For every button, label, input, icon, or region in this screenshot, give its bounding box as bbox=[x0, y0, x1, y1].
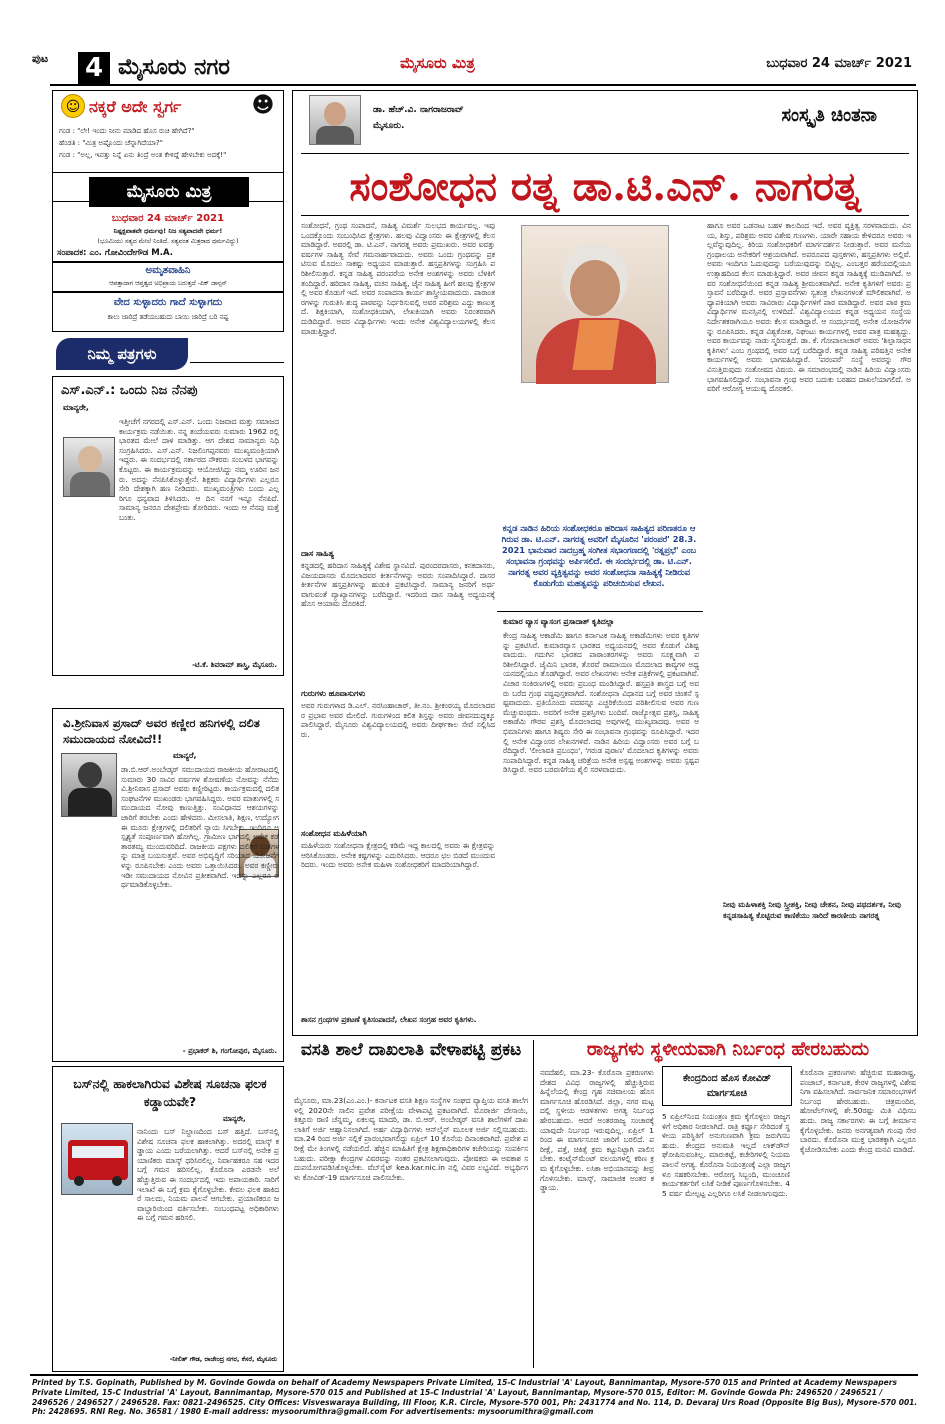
section-title: ಮೈಸೂರು ನಗರ bbox=[118, 54, 230, 80]
covid-guideline-box bbox=[662, 1066, 792, 1106]
feature-headline: ಸಂಶೋಧನ ರತ್ನ ಡಾ.ಟಿ.ಎನ್. ನಾಗರತ್ನ bbox=[349, 163, 861, 210]
letter-card bbox=[52, 376, 284, 676]
letter-title: ವಿ.ಶ್ರೀನಿವಾಸ ಪ್ರಸಾದ್ ಅವರ ಕಣ್ಣೀರ ಹನಿಗಳಲ್ಲಿ ದಲಿತ ಸಮುದಾಯದ ನೋವಿದೆ!! bbox=[63, 716, 260, 746]
article-column: ಕನ್ನಡದಲ್ಲಿ ಹರಿದಾಸ ಸಾಹಿತ್ಯಕ್ಕೆ ವಿಶೇಷ ಸ್ಥಾನವಿದೆ. ಪುರಂದರದಾಸರು, ಕನಕದಾಸರು, ವಿಜಯದಾಸರು ಮೊದಲಾದವರ ಕೀರ್ತನೆಗಳನ್ನು ಅವರು ಸಂಪಾದಿಸಿದ್ದಾರೆ. ದಾಸರ ಕೀರ್ತನೆಗಳ ಹಸ್ತಪ್ರತಿಗಳನ್ನು ಹುಡುಕಿ ಪ್ರಕಟಿಸಿದ್ದಾರೆ. ಸಾಮಾನ್ಯ ಜನರಿಗೆ ಅರ್ಥವಾಗುವಂತೆ ವ್ಯಾಖ್ಯಾನಗಳನ್ನು ಬರೆದಿದ್ದಾರೆ. ಇದರಿಂದ ದಾಸ ಸಾಹಿತ್ಯ ಅಧ್ಯಯನಕ್ಕೆ ಹೊಸ ಆಯಾಮ ದೊರಕಿದೆ. bbox=[301, 561, 495, 609]
covid-body: ನವದೆಹಲಿ, ಮಾ.23- ಕೊರೊನಾ ಪ್ರಕರಣಗಳು ದೇಶದ ವಿವಿಧ ರಾಜ್ಯಗಳಲ್ಲಿ ಹೆಚ್ಚುತ್ತಿರುವ ಹಿನ್ನೆಲೆಯಲ್ಲಿ ಕೇಂದ್ರ ಗೃಹ ಸಚಿವಾಲಯ ಹೊಸ ಮಾರ್ಗಸೂಚಿ ಹೊರಡಿಸಿದೆ. ಜಿಲ್ಲಾ, ನಗರ ಮಟ್ಟದಲ್ಲಿ ಸ್ಥಳೀಯ ಆಡಳಿತಗಳು ಅಗತ್ಯ ನಿರ್ಬಂಧ ಹೇರಬಹುದು. ಆದರೆ ಅಂತರರಾಜ್ಯ ಸಂಚಾರಕ್ಕೆ ಯಾವುದೇ ನಿರ್ಬಂಧ ಇರುವುದಿಲ್ಲ. ಏಪ್ರಿಲ್ 1 ರಿಂದ ಈ ಮಾರ್ಗಸೂಚಿ ಜಾರಿಗೆ ಬರಲಿದೆ. ಪರೀಕ್ಷೆ, ಪತ್ತೆ, ಚಿಕಿತ್ಸೆ ಕ್ರಮ ಕಟ್ಟುನಿಟ್ಟಾಗಿ ಪಾಲಿಸಬೇಕು. ಕಂಟೈನ್‌ಮೆಂಟ್ ವಲಯಗಳಲ್ಲಿ ಕಠಿಣ ಕ್ರಮ ಕೈಗೊಳ್ಳಬೇಕು. ಲಸಿಕಾ ಅಭಿಯಾನವನ್ನು ತೀವ್ರಗೊಳಿಸಬೇಕು. ಮಾಸ್ಕ್, ಸಾಮಾಜಿಕ ಅಂತರ ಕಡ್ಡಾಯ. bbox=[540, 1068, 654, 1193]
letter-body: ಇತ್ತೀಚೆಗೆ ನಗರದಲ್ಲಿ ಎಸ್.ಎನ್. ಒಂದು ನಿಜವಾದ ಮತ್ತು ಸಮಾಜದ ಕಾರ್ಯಕ್ರಮ ನಡೆಯಿತು. ನನ್ನ ತಂದೆಯವರು ಸುಮಾರು 1962 ರಲ್ಲಿ ಭಾರತದ ಮೇಲೆ ದಾಳಿ ಮಾಡಿತ್ತು. ಆಗ ದೇಶದ ಸಾಮಾನ್ಯರು ನಿಧಿ ಸಂಗ್ರಹಿಸಿದರು. ಎಸ್.ಎನ್. ನಿಜಲಿಂಗಪ್ಪನವರು ಮುಖ್ಯಮಂತ್ರಿಯಾಗಿ ಇದ್ದರು. ಈ ಸಂದರ್ಭದಲ್ಲಿ ಸರ್ಕಾರದ ನೌಕರರು ಸಂಬಳದ ಭಾಗವನ್ನು ಕೊಟ್ಟರು. ಈ ಕಾರ್ಯಕ್ರಮವನ್ನು ಆಯೋಜಿಸಿದ್ದು ನಮ್ಮ ಊರಿನ ಜನರು. ಅದನ್ನು ನೆನಪಿಸಿಕೊಳ್ಳುತ್ತೇನೆ. ಶಿಕ್ಷಕರು ವಿದ್ಯಾರ್ಥಿಗಳು ಎಲ್ಲರೂ ಸೇರಿ ದೇಶಕ್ಕಾಗಿ ಹಣ ನೀಡಿದರು. ಮುಖ್ಯಮಂತ್ರಿಗಳು ಬಂದು ಎಲ್ಲರಿಗೂ ಧನ್ಯವಾದ ತಿಳಿಸಿದರು. ಆ ದಿನ ನನಗೆ ಇನ್ನೂ ನೆನಪಿದೆ. ಸಾಮಾನ್ಯ ಜನರೂ ದೇಶಪ್ರೇಮ ತೋರಿದರು. ಇಂದು ಆ ನೆನಪು ಮತ್ತೆ ಬಂತು. bbox=[119, 417, 279, 522]
author-name: ಡಾ. ಹೆಚ್.ವಿ. ನಾಗರಾಜರಾವ್ bbox=[373, 105, 464, 115]
subheading: ಕುಮಾರ ವ್ಯಾಸ ವ್ಯಾಸಂಗ ಪ್ರಸಾದಾತ್ ಕೃತಿದಲ್ಲಾ bbox=[503, 617, 615, 626]
caption-rule bbox=[497, 611, 703, 612]
veda-box bbox=[52, 292, 284, 332]
author-place: ಮೈಸೂರು. bbox=[373, 121, 405, 131]
veda-title: ವೇದ ಸುಳ್ಳಾದರು ಗಾದೆ ಸುಳ್ಳಾಗದು bbox=[113, 297, 223, 308]
letter-sign: - ಪ್ರಭಾಕರ್ ಶಿ, ಗಂಗೋಪುರ, ಮೈಸೂರು. bbox=[182, 1047, 277, 1055]
article-column: ಸಂಶೋಧನೆ, ಗ್ರಂಥ ಸಂಪಾದನೆ, ಸಾಹಿತ್ಯ ವಿಮರ್ಶೆ ಸುಲಭದ ಕಾರ್ಯವಲ್ಲ. ಇವು ಒಂದಕ್ಕೊಂದು ಸಂಬಂಧಿಸಿದ ಕ್ಷೇತ್ರಗಳು. ಹಲವು ವಿದ್ವಾಂಸರು ಈ ಕ್ಷೇತ್ರಗಳಲ್ಲಿ ಕೆಲಸ ಮಾಡಿದ್ದಾರೆ. ಅವರಲ್ಲಿ ಡಾ. ಟಿ.ಎನ್. ನಾಗರತ್ನ ಅವರು ಪ್ರಮುಖರು. ಅವರ ಐವತ್ತು ವರ್ಷಗಳ ಸಾಹಿತ್ಯ ಸೇವೆ ಗಮನಾರ್ಹವಾದುದು. ಅವರು ಒಂದು ಗ್ರಂಥವನ್ನು ಪ್ರಕಟಿಸುವ ಮೊದಲು ಸಾಕಷ್ಟು ಅಧ್ಯಯನ ಮಾಡುತ್ತಾರೆ. ಹಸ್ತಪ್ರತಿಗಳನ್ನು ಸಂಗ್ರಹಿಸಿ ಪರಿಶೀಲಿಸುತ್ತಾರೆ. ಕನ್ನಡ ಸಾಹಿತ್ಯ ಪರಂಪರೆಯ ಅನೇಕ ಅಂಶಗಳನ್ನು ಅವರು ಬೆಳಕಿಗೆ ತಂದಿದ್ದಾರೆ. ಹರಿದಾಸ ಸಾಹಿತ್ಯ, ವಚನ ಸಾಹಿತ್ಯ, ಜೈನ ಸಾಹಿತ್ಯ ಹೀಗೆ ಹಲವು ಕ್ಷೇತ್ರಗಳಲ್ಲಿ ಅವರ ಕೊಡುಗೆ ಇದೆ. ಅವರ ಸಂಪಾದನಾ ಕಾರ್ಯ ಶಾಸ್ತ್ರೀಯವಾದುದು. ಪಾಠಾಂತರಗಳನ್ನು ಗುರುತಿಸಿ ಶುದ್ಧ ಪಾಠವನ್ನು ನಿರ್ಧರಿಸುವಲ್ಲಿ ಅವರ ಪರಿಶ್ರಮ ಎದ್ದು ಕಾಣುತ್ತದೆ. ಶಿಕ್ಷಕಿಯಾಗಿ, ಸಂಶೋಧಕಿಯಾಗಿ, ಲೇಖಕಿಯಾಗಿ ಅವರು ನಿರಂತರವಾಗಿ ದುಡಿದಿದ್ದಾರೆ. ಅವರ ವಿದ್ಯಾರ್ಥಿಗಳು ಇಂದು ಅನೇಕ ವಿಶ್ವವಿದ್ಯಾಲಯಗಳಲ್ಲಿ ಕೆಲಸ ಮಾಡುತ್ತಿದ್ದಾರೆ. bbox=[301, 221, 495, 336]
covid-box-title: ಕೇಂದ್ರದಿಂದ ಹೊಸ ಕೋವಿಡ್ ಮಾರ್ಗಸೂಚಿ bbox=[682, 1073, 772, 1099]
portrait-photo bbox=[63, 437, 115, 497]
humor-line: ಹೆಂಡತಿ : "ಮಿತ್ರ ಅಷ್ಟೊಂದು ಚೆನ್ನಾಗಿದೆಯಾ?" bbox=[59, 139, 163, 147]
feature-article bbox=[292, 90, 918, 1036]
letter-body: ನಾನಿಂದು ಬಸ್ ನಿಲ್ದಾಣದಿಂದ ಬಸ್ ಹತ್ತಿದೆ. ಬಸ್‌ನಲ್ಲಿ ವಿಶೇಷ ಸೂಚನಾ ಫಲಕ ಹಾಕಲಾಗಿತ್ತು. ಅದರಲ್ಲಿ ಮಾಸ್ಕ್ ಕಡ್ಡಾಯ ಎಂದು ಬರೆಯಲಾಗಿತ್ತು. ಆದರೆ ಬಸ್‌ನಲ್ಲಿ ಅನೇಕ ಪ್ರಯಾಣಿಕರು ಮಾಸ್ಕ್ ಧರಿಸಿರಲಿಲ್ಲ. ನಿರ್ವಾಹಕರೂ ಸಹ ಇದರ ಬಗ್ಗೆ ಗಮನ ಹರಿಸಲಿಲ್ಲ. ಕೊರೊನಾ ಎರಡನೇ ಅಲೆ ಹೆಚ್ಚುತ್ತಿರುವ ಈ ಸಂದರ್ಭದಲ್ಲಿ ಇದು ಅಪಾಯಕಾರಿ. ಸಾರಿಗೆ ಇಲಾಖೆ ಈ ಬಗ್ಗೆ ಕ್ರಮ ಕೈಗೊಳ್ಳಬೇಕು. ಕೇವಲ ಫಲಕ ಹಾಕಿದರೆ ಸಾಲದು, ನಿಯಮ ಪಾಲನೆ ಆಗಬೇಕು. ಪ್ರಯಾಣಿಕರೂ ಜವಾಬ್ದಾರಿಯಿಂದ ವರ್ತಿಸಬೇಕು. ಸಂಬಂಧಪಟ್ಟ ಅಧಿಕಾರಿಗಳು ಈ ಬಗ್ಗೆ ಗಮನ ಹರಿಸಲಿ. bbox=[137, 1127, 279, 1223]
article-column: ಕೇಂದ್ರ ಸಾಹಿತ್ಯ ಅಕಾಡೆಮಿ ಹಾಗೂ ಕರ್ನಾಟಕ ಸಾಹಿತ್ಯ ಅಕಾಡೆಮಿಗಳು ಅವರ ಕೃತಿಗಳನ್ನು ಪ್ರಕಟಿಸಿವೆ. ಕುಮಾರವ್ಯಾಸ ಭಾರತದ ಅಧ್ಯಯನದಲ್ಲಿ ಅವರ ಕೊಡುಗೆ ವಿಶಿಷ್ಟವಾದುದು. ಗದುಗಿನ ಭಾರತದ ಪಾಠಾಂತರಗಳನ್ನು ಅವರು ಸೂಕ್ಷ್ಮವಾಗಿ ಪರಿಶೀಲಿಸಿದ್ದಾರೆ. ಜೈಮಿನಿ ಭಾರತ, ತೊರವೆ ರಾಮಾಯಣ ಮೊದಲಾದ ಕಾವ್ಯಗಳ ಅಧ್ಯಯನದಲ್ಲಿಯೂ ತೊಡಗಿದ್ದಾರೆ. ಅವರ ಲೇಖನಗಳು ಅನೇಕ ಪತ್ರಿಕೆಗಳಲ್ಲಿ ಪ್ರಕಟವಾಗಿವೆ. ವಿಚಾರ ಸಂಕಿರಣಗಳಲ್ಲಿ ಅವರು ಪ್ರಬಂಧ ಮಂಡಿಸಿದ್ದಾರೆ. ಹಸ್ತಪ್ರತಿ ಶಾಸ್ತ್ರದ ಬಗ್ಗೆ ಅವರು ಬರೆದ ಗ್ರಂಥ ಪಠ್ಯಪುಸ್ತಕವಾಗಿದೆ. ಸಂಶೋಧನಾ ವಿಧಾನದ ಬಗ್ಗೆ ಅವರ ಚಿಂತನೆ ಸ್ಪಷ್ಟವಾದುದು. ಪ್ರತಿಯೊಂದು ಪದವನ್ನೂ ಎಚ್ಚರಿಕೆಯಿಂದ ಪರಿಶೀಲಿಸುವ ಅವರ ಗುಣ ಮೆಚ್ಚುವಂಥದು. ಅವರಿಗೆ ಅನೇಕ ಪ್ರಶಸ್ತಿಗಳು ಬಂದಿವೆ. ರಾಜ್ಯೋತ್ಸವ ಪ್ರಶಸ್ತಿ, ಸಾಹಿತ್ಯ ಅಕಾಡೆಮಿ ಗೌರವ ಪ್ರಶಸ್ತಿ ಮೊದಲಾದವು ಅವುಗಳಲ್ಲಿ ಮುಖ್ಯವಾದವು. ಅವರ ಅಭಿಮಾನಿಗಳು ಹಾಗೂ ಶಿಷ್ಯರು ಸೇರಿ ಈ ಸಂಭಾವನಾ ಗ್ರಂಥವನ್ನು ರೂಪಿಸಿದ್ದಾರೆ. ಇದರಲ್ಲಿ ಅನೇಕ ವಿದ್ವಾಂಸರ ಲೇಖನಗಳಿವೆ. ನಾಡಿನ ಹಿರಿಯ ವಿದ್ವಾಂಸರು ಅವರ ಬಗ್ಗೆ ಬರೆದಿದ್ದಾರೆ. 'ಲೀಲಾವತಿ ಪ್ರಬಂಧಂ', 'ಗರುಡ ಪುರಾಣ' ಮೊದಲಾದ ಕೃತಿಗಳನ್ನು ಅವರು ಸಂಪಾದಿಸಿದ್ದಾರೆ. ಕನ್ನಡ ಸಾಹಿತ್ಯ ಚರಿತ್ರೆಯ ಅನೇಕ ಅಸ್ಪಷ್ಟ ಅಂಶಗಳನ್ನು ಅವರು ಸ್ಪಷ್ಟಪಡಿಸಿದ್ದಾರೆ. ಅವರ ಬರವಣಿಗೆಯ ಶೈಲಿ ಸರಳವಾದುದು. bbox=[503, 631, 699, 775]
photo-caption: ಕನ್ನಡ ನಾಡಿನ ಹಿರಿಯ ಸಂಶೋಧಕರೂ ಹರಿದಾಸ ಸಾಹಿತ್ಯದ ಪರಿಣತರೂ ಆಗಿರುವ ಡಾ. ಟಿ.ಎನ್. ನಾಗರತ್ನ ಅವರಿಗೆ ಮೈಸೂರಿನ 'ಪರಂಪರೆ' 28.3.2021 ಭಾನುವಾರ ನಾದಬ್ರಹ್ಮ ಸಂಗೀತ ಸಭಾಂಗಣದಲ್ಲಿ 'ರತ್ನಪ್ರಭೆ' ಎಂಬ ಸಂಭಾವನಾ ಗ್ರಂಥವನ್ನು ಅರ್ಪಿಸಲಿದೆ. ಈ ಸಂದರ್ಭದಲ್ಲಿ ಡಾ. ಟಿ.ಎನ್. ನಾಗರತ್ನ ಅವರ ವ್ಯಕ್ತಿತ್ವವನ್ನು ಅವರ ಸಂಶೋಧನಾ ಸಾಹಿತ್ಯಕ್ಕೆ ನೀಡಿರುವ ಕೊಡುಗೆಯ ಮಹತ್ವವನ್ನು ಪರಿಚಯಿಸುವ ಲೇಖನ. bbox=[501, 523, 697, 588]
humor-title: ನಕ್ಕರೆ ಅದೇ ಸ್ವರ್ಗ bbox=[89, 97, 182, 116]
article-column: ಮಹಿಳೆಯರು ಸಂಶೋಧನಾ ಕ್ಷೇತ್ರದಲ್ಲಿ ಕಡಿಮೆ ಇದ್ದ ಕಾಲದಲ್ಲಿ ಅವರು ಈ ಕ್ಷೇತ್ರವನ್ನು ಆರಿಸಿಕೊಂಡರು. ಅನೇಕ ಕಷ್ಟಗಳನ್ನು ಎದುರಿಸಿದರು. ಆದರೂ ಛಲ ಬಿಡದೆ ಮುಂದುವರಿದರು. ಇಂದು ಅವರು ಅನೇಕ ಮಹಿಳಾ ಸಂಶೋಧಕರಿಗೆ ಮಾದರಿಯಾಗಿದ್ದಾರೆ. bbox=[301, 841, 495, 870]
page-label: ಪುಟ bbox=[32, 52, 49, 65]
paper-name: ಮೈಸೂರು ಮಿತ್ರ bbox=[400, 54, 475, 72]
letter-salutation: ಮಾನ್ಯರೇ, bbox=[63, 403, 89, 412]
imprint: Printed by T.S. Gopinath, Published by M. Govinde Gowda on behalf of Academy Newspapers Private Limited, 15-C Industrial 'A' Layout, Bannimantap, Mysore-570 015 and Printed at Academy Newspapers Private Limited, 15-C Industrial 'A' Layout, Bannimantap, Mysore-570 015 and Published at 15-C Industrial 'A' Layout, Bannimantap, Mysore-570 015, Editor: M. Govinde Gowda Ph: 2496520 / 2496521 / 2496526 / 2496527 / 2496528. Fax: 0821-2496525. City Offices: Visveswaraya Building, III Floor, K.R. Circle, Mysore-570 001, Ph: 2431774 and No. 114, D. Devaraj Urs Road (Opposite Big Bus), Mysore-570 001. Ph: 2428695. RNI Reg. No. 36581 / 1980 E-mail address: mysoorumithra@gmail.com For advertisements: mysoorumithra@gmail.com bbox=[32, 1378, 918, 1417]
school-headline: ವಸತಿ ಶಾಲೆ ದಾಖಲಾತಿ ವೇಳಾಪಟ್ಟಿ ಪ್ರಕಟ bbox=[300, 1040, 522, 1060]
bus-photo bbox=[61, 1123, 133, 1195]
subheading: ದಾಸ ಸಾಹಿತ್ಯ bbox=[301, 549, 334, 558]
article-column bbox=[707, 961, 911, 1029]
letter-sign: -ಟಿ.ಕೆ. ಶಿವರಾಮ್ ಶಾಸ್ತ್ರಿ, ಮೈಸೂರು. bbox=[192, 661, 277, 669]
letter-card bbox=[52, 1066, 284, 1372]
page-number: 4 bbox=[78, 52, 110, 84]
letter-body: ಡಾ.ಬಿ.ಆರ್.ಅಂಬೇಡ್ಕರ್ ಸಮುದಾಯದ ರಾಜಕೀಯ ಹೋರಾಟದಲ್ಲಿ ಸುಮಾರು 30 ಸಾವಿರ ವರ್ಷಗಳ ಶೋಷಣೆಯ ನೋವನ್ನು ನೆನೆದು ವಿ.ಶ್ರೀನಿವಾಸ ಪ್ರಸಾದ್ ಅವರು ಕಣ್ಣೀರಿಟ್ಟರು. ಕಾರ್ಯಕ್ರಮದಲ್ಲಿ ದಲಿತ ಸಂಘಟನೆಗಳ ಮುಖಂಡರು ಭಾಗವಹಿಸಿದ್ದರು. ಅವರ ಮಾತುಗಳಲ್ಲಿ ಸಮುದಾಯದ ನೋವು ಕಾಣುತ್ತಿತ್ತು. ಸಂವಿಧಾನದ ಆಶಯಗಳನ್ನು ಜಾರಿಗೆ ತರಬೇಕು ಎಂದು ಹೇಳಿದರು. ಮೀಸಲಾತಿ, ಶಿಕ್ಷಣ, ಉದ್ಯೋಗ ಈ ಮೂರು ಕ್ಷೇತ್ರಗಳಲ್ಲಿ ದಲಿತರಿಗೆ ನ್ಯಾಯ ಸಿಗಬೇಕು. ಇಂದಿಗೂ ಅಸ್ಪೃಶ್ಯತೆ ಸಂಪೂರ್ಣವಾಗಿ ಹೋಗಿಲ್ಲ. ಗ್ರಾಮೀಣ ಭಾಗದಲ್ಲಿ ಅನೇಕ ಕಡೆ ತಾರತಮ್ಯ ಮುಂದುವರಿದಿದೆ. ರಾಜಕೀಯ ಪಕ್ಷಗಳು ದಲಿತರ ಮತಗಳನ್ನು ಮಾತ್ರ ಬಯಸುತ್ತವೆ. ಅವರ ಅಭಿವೃದ್ಧಿಗೆ ಸರಿಯಾದ ಯೋಜನೆಗಳನ್ನು ರೂಪಿಸಬೇಕು ಎಂದು ಅವರು ಒತ್ತಾಯಿಸಿದರು. ಅವರ ಕಣ್ಣೀರು ಇಡೀ ಸಮುದಾಯದ ನೋವಿನ ಪ್ರತೀಕವಾಗಿದೆ. ಇದನ್ನು ಎಲ್ಲರೂ ಅರ್ಥಮಾಡಿಕೊಳ್ಳಬೇಕು. bbox=[121, 765, 279, 890]
humor-line: ಗಂಡ : "ಲೇ! ಇಂದು ನೀನು ಮಾಡಿದ ಹೊಸ ರುಚಿ ಹೇಗಿದೆ?" bbox=[59, 127, 195, 135]
nameplate: ಮೈಸೂರು ಮಿತ್ರ bbox=[89, 177, 249, 207]
letters-rule bbox=[190, 362, 284, 363]
ambedkar-photo bbox=[61, 753, 117, 817]
headline-rule bbox=[301, 153, 909, 154]
column-name: ಸಂಸ್ಕೃತಿ ಚಿಂತನಾ bbox=[781, 105, 877, 126]
letter-sign: -ನೀಲಿತ್ ಗೌಡ, ರಾಜೇಂದ್ರ ನಗರ, ಕೆಸರೆ, ಮೈಸೂರು bbox=[169, 1355, 277, 1363]
author-photo bbox=[309, 95, 361, 145]
article-column: ಅವರ ಗುರುಗಳಾದ ಡಿ.ಎಲ್. ನರಸಿಂಹಾಚಾರ್, ತೀ.ನಂ. ಶ್ರೀಕಂಠಯ್ಯ ಮೊದಲಾದವರ ಪ್ರಭಾವ ಅವರ ಮೇಲಿದೆ. ಗುರುಗಳಿಂದ ಕಲಿತ ಶಿಸ್ತನ್ನು ಅವರು ಜೀವನದುದ್ದಕ್ಕೂ ಪಾಲಿಸಿದ್ದಾರೆ. ಮೈಸೂರು ವಿಶ್ವವಿದ್ಯಾಲಯದಲ್ಲಿ ಅವರು ದೀರ್ಘಕಾಲ ಸೇವೆ ಸಲ್ಲಿಸಿದರು. bbox=[301, 701, 495, 739]
covid-body: 5 ಏಪ್ರಿಲ್‌ನಿಂದ ನಿಯಂತ್ರಣ ಕ್ರಮ ಕೈಗೊಳ್ಳಲು ರಾಜ್ಯಗಳಿಗೆ ಅಧಿಕಾರ ನೀಡಲಾಗಿದೆ. ರಾತ್ರಿ ಕರ್ಫ್ಯೂ ಸೇರಿದಂತೆ ಸ್ಥಳೀಯ ಪರಿಸ್ಥಿತಿಗೆ ಅನುಗುಣವಾಗಿ ಕ್ರಮ ಜರುಗಿಸಬಹುದು. ಕೇಂದ್ರದ ಅನುಮತಿ ಇಲ್ಲದೆ ಲಾಕ್‌ಡೌನ್ ಘೋಷಿಸುವಂತಿಲ್ಲ. ಮಾರುಕಟ್ಟೆ, ಕಚೇರಿಗಳಲ್ಲಿ ನಿಯಮ ಪಾಲನೆ ಅಗತ್ಯ. ಕೊರೊನಾ ನಿಯಂತ್ರಣಕ್ಕೆ ಎಲ್ಲಾ ರಾಜ್ಯಗಳೂ ಸಹಕರಿಸಬೇಕು. ಆರೋಗ್ಯ ಸಿಬ್ಬಂದಿ, ಮುಂಚೂಣಿ ಕಾರ್ಯಕರ್ತರಿಗೆ ಲಸಿಕೆ ನೀಡಿಕೆ ಪೂರ್ಣಗೊಳಿಸಬೇಕು. 45 ವರ್ಷ ಮೇಲ್ಪಟ್ಟ ಎಲ್ಲರಿಗೂ ಲಸಿಕೆ ನೀಡಲಾಗುವುದು. bbox=[662, 1112, 790, 1198]
amrutavahini-text: ಆಪತ್ತಾದಾಗ ಆಪ್ತತ್ವದ ಅಭಿಪ್ರಾಯ ಬರುತ್ತದೆ -ಪಿಕ್ ಜಾನ್ಸನ್ bbox=[109, 280, 227, 287]
covid-body: ಕೊರೊನಾ ಪ್ರಕರಣಗಳು ಹೆಚ್ಚಿರುವ ಮಹಾರಾಷ್ಟ್ರ, ಪಂಜಾಬ್, ಕರ್ನಾಟಕ, ಕೇರಳ ರಾಜ್ಯಗಳಲ್ಲಿ ವಿಶೇಷ ನಿಗಾ ವಹಿಸಲಾಗಿದೆ. ಸಾರ್ವಜನಿಕ ಸಮಾರಂಭಗಳಿಗೆ ನಿರ್ಬಂಧ ಹೇರಬಹುದು. ಚಿತ್ರಮಂದಿರ, ಹೋಟೆಲ್‌ಗಳಲ್ಲಿ ಶೇ.50ರಷ್ಟು ಮಿತಿ ವಿಧಿಸಬಹುದು. ರಾಜ್ಯ ಸರ್ಕಾರಗಳು ಈ ಬಗ್ಗೆ ತೀರ್ಮಾನ ಕೈಗೊಳ್ಳಬೇಕು. ಜನರು ಅನಗತ್ಯವಾಗಿ ಗುಂಪು ಸೇರಬಾರದು. ಕೊರೊನಾ ಮುಕ್ತ ಭಾರತಕ್ಕಾಗಿ ಎಲ್ಲರೂ ಕೈಜೋಡಿಸಬೇಕು ಎಂದು ಕೇಂದ್ರ ಮನವಿ ಮಾಡಿದೆ. bbox=[800, 1068, 916, 1154]
letter-salutation: ಮಾನ್ಯರೆ, bbox=[173, 751, 197, 760]
covid-article bbox=[538, 1038, 918, 1368]
school-body: ಮೈಸೂರು, ಮಾ.23(ಎಂ.ಎಂ.)- ಕರ್ನಾಟಕ ವಸತಿ ಶಿಕ್ಷಣ ಸಂಸ್ಥೆಗಳ ಸಂಘದ ವ್ಯಾಪ್ತಿಯ ವಸತಿ ಶಾಲೆಗಳಲ್ಲಿ 2020ನೇ ಸಾಲಿನ ಪ್ರವೇಶ ಪರೀಕ್ಷೆಯ ವೇಳಾಪಟ್ಟಿ ಪ್ರಕಟವಾಗಿದೆ. ಮೊರಾರ್ಜಿ ದೇಸಾಯಿ, ಕಿತ್ತೂರು ರಾಣಿ ಚೆನ್ನಮ್ಮ, ಏಕಲವ್ಯ ಮಾದರಿ, ಡಾ. ಬಿ.ಆರ್. ಅಂಬೇಡ್ಕರ್ ವಸತಿ ಶಾಲೆಗಳಿಗೆ ದಾಖಲಾತಿಗೆ ಅರ್ಜಿ ಆಹ್ವಾನಿಸಲಾಗಿದೆ. ಅರ್ಹ ವಿದ್ಯಾರ್ಥಿಗಳು ಆನ್‌ಲೈನ್ ಮೂಲಕ ಅರ್ಜಿ ಸಲ್ಲಿಸಬಹುದು. ಮಾ.24 ರಿಂದ ಅರ್ಜಿ ಸಲ್ಲಿಕೆ ಪ್ರಾರಂಭವಾಗಲಿದ್ದು ಏಪ್ರಿಲ್ 10 ಕೊನೆಯ ದಿನಾಂಕವಾಗಿದೆ. ಪ್ರವೇಶ ಪರೀಕ್ಷೆ ಮೇ ತಿಂಗಳಲ್ಲಿ ನಡೆಯಲಿದೆ. ಹೆಚ್ಚಿನ ಮಾಹಿತಿಗೆ ಕ್ಷೇತ್ರ ಶಿಕ್ಷಣಾಧಿಕಾರಿಗಳ ಕಚೇರಿಯನ್ನು ಸಂಪರ್ಕಿಸಬಹುದು. ಪರೀಕ್ಷಾ ಕೇಂದ್ರಗಳ ವಿವರವನ್ನು ನಂತರ ಪ್ರಕಟಿಸಲಾಗುವುದು. ಪೋಷಕರು ಈ ಅವಕಾಶ ಸದುಪಯೋಗಪಡಿಸಿಕೊಳ್ಳಬೇಕು. ವೆಬ್‌ಸೈಟ್ kea.kar.nic.in ನಲ್ಲಿ ವಿವರ ಲಭ್ಯವಿದೆ. ಅಭ್ಯರ್ಥಿಗಳು ಕೋವಿಡ್-19 ಮಾರ್ಗಸೂಚಿ ಪಾಲಿಸಬೇಕು. bbox=[294, 1096, 528, 1182]
nameplate-date: ಬುಧವಾರ 24 ಮಾರ್ಚ್ 2021 bbox=[111, 213, 225, 224]
footer-rule bbox=[30, 1374, 918, 1376]
amrutavahini-box bbox=[52, 262, 284, 292]
veda-text: ಕಾಲು ಜಾರಿದ್ರೆ ತಡೆಯಬಹುದು ಬಾಯಿ ಜಾರಿದ್ರೆ ಬರಿ ನಷ್ಟ bbox=[107, 313, 229, 321]
article-column: ಶಾಸನ ಗ್ರಂಥಗಳ ಪ್ರಕಟಣೆ ಕೃತಿಸಂಪಾದನೆ, ಲೇಖನ ಸಂಗ್ರಹ ಅವರ ಕೃತಿಗಳು. bbox=[301, 1015, 477, 1024]
article-quote: ನೀವು ಮಹಿಳಾಶಕ್ತಿ ನೀವು ಸ್ತ್ರೀಶಕ್ತಿ, ನೀವು ಚೇತನ, ನೀವು ಪಥದರ್ಶಕ, ನೀವು ಕನ್ನಡಸಾಹಿತ್ಯ ಕೊಟ್ಟಿರುವ ಕಾಣಿಕೆಯು ಸಾರಿದೆ ಕಾರಣೀಯ ನಾಗರತ್ನ bbox=[723, 900, 901, 920]
letter-title: ಬಸ್‌ನಲ್ಲಿ ಹಾಕಲಾಗಿರುವ ವಿಶೇಷ ಸೂಚನಾ ಫಲಕ ಕಡ್ಡಾಯವೇ? bbox=[73, 1076, 267, 1109]
amrutavahini-title: ಅಮೃತವಾಹಿನಿ bbox=[145, 265, 191, 276]
cartoon-icon: ☻ bbox=[251, 93, 275, 118]
subheading: ಸಂಶೋಧನ ಮಹಿಳೆಯಾಗಿ bbox=[301, 829, 367, 838]
masthead bbox=[30, 40, 918, 84]
letters-header: ನಿಮ್ಮ ಪತ್ರಗಳು bbox=[56, 338, 188, 370]
laugh-icon: ☺ bbox=[61, 94, 85, 118]
school-article bbox=[292, 1038, 530, 1368]
issue-date: ಬುಧವಾರ 24 ಮಾರ್ಚ್ 2021 bbox=[766, 56, 912, 71]
article-column: ಹಾಗೂ ಅವರ ಒಡನಾಟ ಬಹಳ ಕಾಲದಿಂದ ಇದೆ. ಅವರ ವ್ಯಕ್ತಿತ್ವ ಸರಳವಾದುದು. ವಿನಯ, ಶಿಸ್ತು, ಪರಿಶ್ರಮ ಅವರ ವಿಶೇಷ ಗುಣಗಳು. ಯಾರೇ ಸಹಾಯ ಕೇಳಿದರೂ ಅವರು ಇಲ್ಲವೆನ್ನುವುದಿಲ್ಲ. ಕಿರಿಯ ಸಂಶೋಧಕರಿಗೆ ಮಾರ್ಗದರ್ಶನ ನೀಡುತ್ತಾರೆ. ಅವರ ಮನೆಯ ಗ್ರಂಥಾಲಯ ಅನೇಕರಿಗೆ ಆಶ್ರಯವಾಗಿದೆ. ಅಪರೂಪದ ಪುಸ್ತಕಗಳು, ಹಸ್ತಪ್ರತಿಗಳು ಅಲ್ಲಿವೆ. ಅವರು ಇಂದಿಗೂ ಓದುವುದನ್ನು ಬರೆಯುವುದನ್ನು ಬಿಟ್ಟಿಲ್ಲ. ಎಂಬತ್ತರ ಹರೆಯದಲ್ಲಿಯೂ ಉತ್ಸಾಹದಿಂದ ಕೆಲಸ ಮಾಡುತ್ತಿದ್ದಾರೆ. ಅವರ ಜೀವನ ಕನ್ನಡ ಸಾಹಿತ್ಯಕ್ಕೆ ಮುಡಿಪಾಗಿದೆ. ಅವರ ಸಂಶೋಧನೆಯಿಂದ ಕನ್ನಡ ಸಾಹಿತ್ಯ ಶ್ರೀಮಂತವಾಗಿದೆ. ಅನೇಕ ಕೃತಿಗಳಿಗೆ ಅವರು ಪ್ರಸ್ತಾವನೆ ಬರೆದಿದ್ದಾರೆ. ಅವರ ಪ್ರಸ್ತಾವನೆಗಳು ಸ್ವತಂತ್ರ ಲೇಖನಗಳಂತೆ ಮೌಲಿಕವಾಗಿವೆ. ಅಧ್ಯಾಪಕಿಯಾಗಿ ಅವರು ಸಾವಿರಾರು ವಿದ್ಯಾರ್ಥಿಗಳಿಗೆ ಪಾಠ ಮಾಡಿದ್ದಾರೆ. ಅವರ ಪಾಠ ಕ್ರಮ ವಿದ್ಯಾರ್ಥಿಗಳ ಮನಸ್ಸಿನಲ್ಲಿ ಉಳಿದಿದೆ. ವಿಶ್ವವಿದ್ಯಾಲಯದ ಕನ್ನಡ ಅಧ್ಯಯನ ಸಂಸ್ಥೆಯ ನಿರ್ದೇಶಕರಾಗಿಯೂ ಅವರು ಕೆಲಸ ಮಾಡಿದ್ದಾರೆ. ಆ ಸಂದರ್ಭದಲ್ಲಿ ಅನೇಕ ಯೋಜನೆಗಳನ್ನು ರೂಪಿಸಿದರು. ಕನ್ನಡ ವಿಶ್ವಕೋಶ, ನಿಘಂಟು ಕಾರ್ಯಗಳಲ್ಲಿ ಅವರ ಪಾತ್ರ ಮಹತ್ವದ್ದು. ಅವರ ಕಾರ್ಯವನ್ನು ನಾಡು ಸ್ಮರಿಸುತ್ತದೆ. ಡಾ. ಕೆ. ಗೋಪಾಲಾಚಾರ್ ಅವರು 'ಶಿಲ್ಪಾಸಾಧನ ಕೃತಿಗಳು' ಎಂಬ ಗ್ರಂಥದಲ್ಲಿ ಅವರ ಬಗ್ಗೆ ಬರೆದಿದ್ದಾರೆ. ಕನ್ನಡ ಸಾಹಿತ್ಯ ಪರಿಷತ್ತಿನ ಅನೇಕ ಕಾರ್ಯಗಳಲ್ಲಿ ಅವರು ಭಾಗವಹಿಸಿದ್ದಾರೆ. 'ಪರಂಪರೆ' ಸಂಸ್ಥೆ ಅವರನ್ನು ಗೌರವಿಸುತ್ತಿರುವುದು ಸಂತೋಷದ ವಿಷಯ. ಈ ಸಮಾರಂಭದಲ್ಲಿ ನಾಡಿನ ಹಿರಿಯ ವಿದ್ವಾಂಸರು ಭಾಗವಹಿಸಲಿದ್ದಾರೆ. ಸಂಭಾವನಾ ಗ್ರಂಥ ಅವರ ಬದುಕು ಬರಹದ ದಾಖಲೆಯಾಗಲಿದೆ. ಅವರಿಗೆ ಆರೋಗ್ಯ ಆಯುಷ್ಯ ದೊರಕಲಿ. bbox=[707, 221, 911, 394]
masthead-rule bbox=[50, 84, 916, 86]
nagaratna-photo bbox=[521, 225, 669, 383]
humor-line: ಗಂಡ : "ಅಲ್ಲ, ಇವತ್ತು ನಿನ್ನೆ ಏನು ತಿಂದ್ರೆ ಅಂತ ಕೇಳಿದ್ದೆ ಹೇಳಬೇಕು ಅದಕ್ಕೆ!" bbox=[59, 151, 227, 159]
nameplate-box bbox=[52, 172, 284, 262]
subheading: ಗುರುಗಳು ಹೂವಾಸುಗಳು bbox=[301, 689, 366, 698]
motto-line: ನಿಷ್ಪಕ್ಷಪಾತವೇ ಧರ್ಮವು! ನಿಜ ಸತ್ಯವಾದವೇ ಧರ್ಮ! bbox=[113, 227, 223, 235]
letter-card bbox=[52, 708, 284, 1062]
motto-line: (ಭೂಮಿಯು ಸತ್ಯದ ಮೇಲೆ ನಿಂತಿದೆ. ಸತ್ಯವಂತ ಮಿತ್ರರಾದ ಧರ್ಮವಿದ್ದು) bbox=[97, 238, 239, 245]
covid-headline: ರಾಜ್ಯಗಳು ಸ್ಥಳೀಯವಾಗಿ ನಿರ್ಬಂಧ ಹೇರಬಹುದು bbox=[586, 1039, 870, 1060]
editor-line: ಸಂಪಾದಕ: ಎಂ. ಗೋವಿಂದೇಗೌಡ M.A. bbox=[57, 248, 173, 258]
letter-salutation: ಮಾನ್ಯರೇ, bbox=[223, 1115, 246, 1123]
headline-rule bbox=[301, 215, 909, 216]
column-divider bbox=[533, 1040, 534, 1368]
letter-title: ಎಸ್.ಎನ್.: ಒಂದು ನಿಜ ನೆನಪು bbox=[61, 383, 198, 398]
